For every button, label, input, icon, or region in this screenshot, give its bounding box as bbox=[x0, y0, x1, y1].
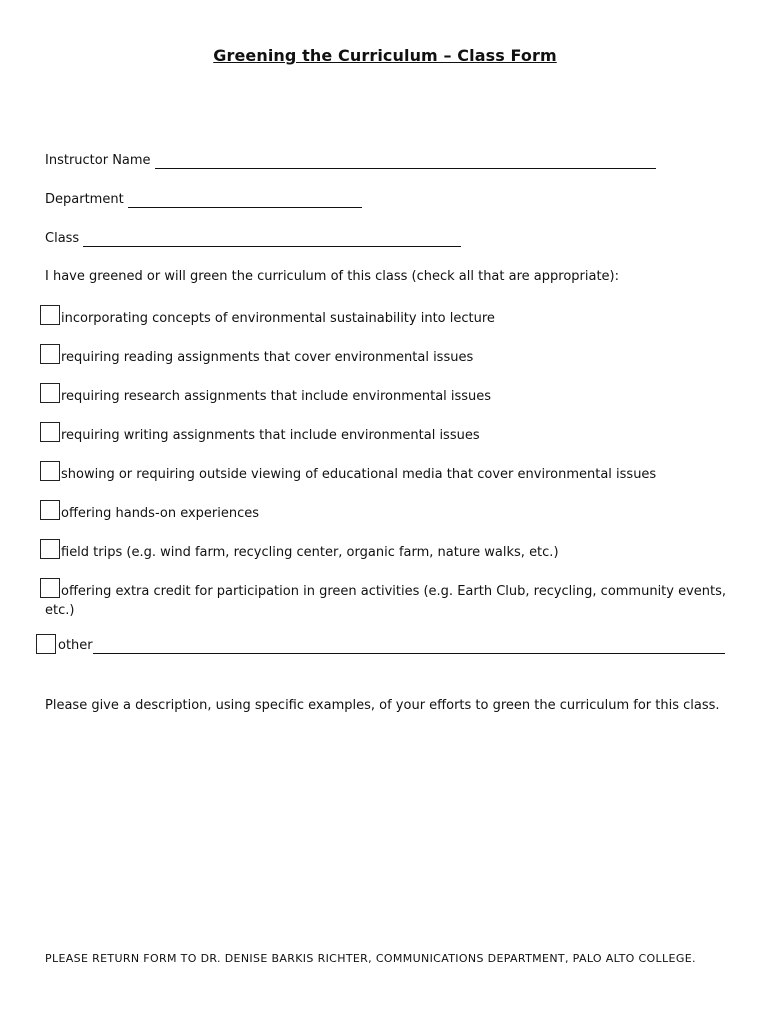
option-field-trips-label: field trips (e.g. wind farm, recycling center, organic farm, nature walks, etc.) bbox=[61, 545, 559, 560]
option-lecture bbox=[40, 305, 730, 328]
form-title: Greening the Curriculum – Class Form bbox=[213, 46, 557, 65]
description-prompt: Please give a description, using specific examples, of your efforts to green the curriculum for this class. bbox=[45, 698, 720, 713]
option-hands-on-label: offering hands-on experiences bbox=[61, 506, 260, 521]
option-media bbox=[40, 461, 730, 484]
option-research bbox=[40, 383, 730, 406]
option-writing-label: requiring writing assignments that include environmental issues bbox=[61, 428, 480, 443]
option-lecture-checkbox[interactable] bbox=[40, 305, 60, 325]
option-other-label: other bbox=[58, 638, 93, 653]
option-writing-checkbox[interactable] bbox=[40, 422, 60, 442]
option-writing bbox=[40, 422, 730, 445]
option-field-trips bbox=[40, 539, 730, 562]
option-research-checkbox[interactable] bbox=[40, 383, 60, 403]
option-lecture-label: incorporating concepts of environmental sustainability into lecture bbox=[61, 311, 495, 326]
department-label: Department bbox=[45, 192, 124, 207]
option-reading bbox=[40, 344, 730, 367]
option-other-checkbox[interactable] bbox=[36, 634, 56, 654]
instructor-name-field[interactable] bbox=[155, 155, 656, 169]
instructor-name-row bbox=[45, 151, 656, 169]
option-reading-checkbox[interactable] bbox=[40, 344, 60, 364]
class-row bbox=[45, 229, 461, 247]
option-field-trips-checkbox[interactable] bbox=[40, 539, 60, 559]
option-other-field[interactable] bbox=[93, 639, 725, 654]
option-extra-credit-checkbox[interactable] bbox=[40, 578, 60, 598]
option-other bbox=[36, 632, 725, 654]
option-hands-on-checkbox[interactable] bbox=[40, 500, 60, 520]
department-row bbox=[45, 190, 362, 208]
instructor-name-label: Instructor Name bbox=[45, 153, 151, 168]
return-instructions: PLEASE RETURN FORM TO DR. DENISE BARKIS RICHTER, COMMUNICATIONS DEPARTMENT, PALO ALTO COLLEGE. bbox=[45, 952, 696, 965]
option-media-checkbox[interactable] bbox=[40, 461, 60, 481]
option-extra-credit-label-continued: etc.) bbox=[45, 603, 75, 618]
option-media-label: showing or requiring outside viewing of educational media that cover environmental issues bbox=[61, 467, 657, 482]
option-hands-on bbox=[40, 500, 730, 523]
option-extra-credit bbox=[40, 578, 730, 620]
class-field[interactable] bbox=[83, 233, 461, 247]
class-label: Class bbox=[45, 231, 80, 246]
option-extra-credit-label: offering extra credit for participation in green activities (e.g. Earth Club, recycling, community events, bbox=[61, 584, 727, 599]
checklist-instruction: I have greened or will green the curriculum of this class (check all that are appropriate): bbox=[45, 269, 619, 284]
option-reading-label: requiring reading assignments that cover environmental issues bbox=[61, 350, 474, 365]
option-research-label: requiring research assignments that include environmental issues bbox=[61, 389, 492, 404]
department-field[interactable] bbox=[128, 194, 362, 208]
